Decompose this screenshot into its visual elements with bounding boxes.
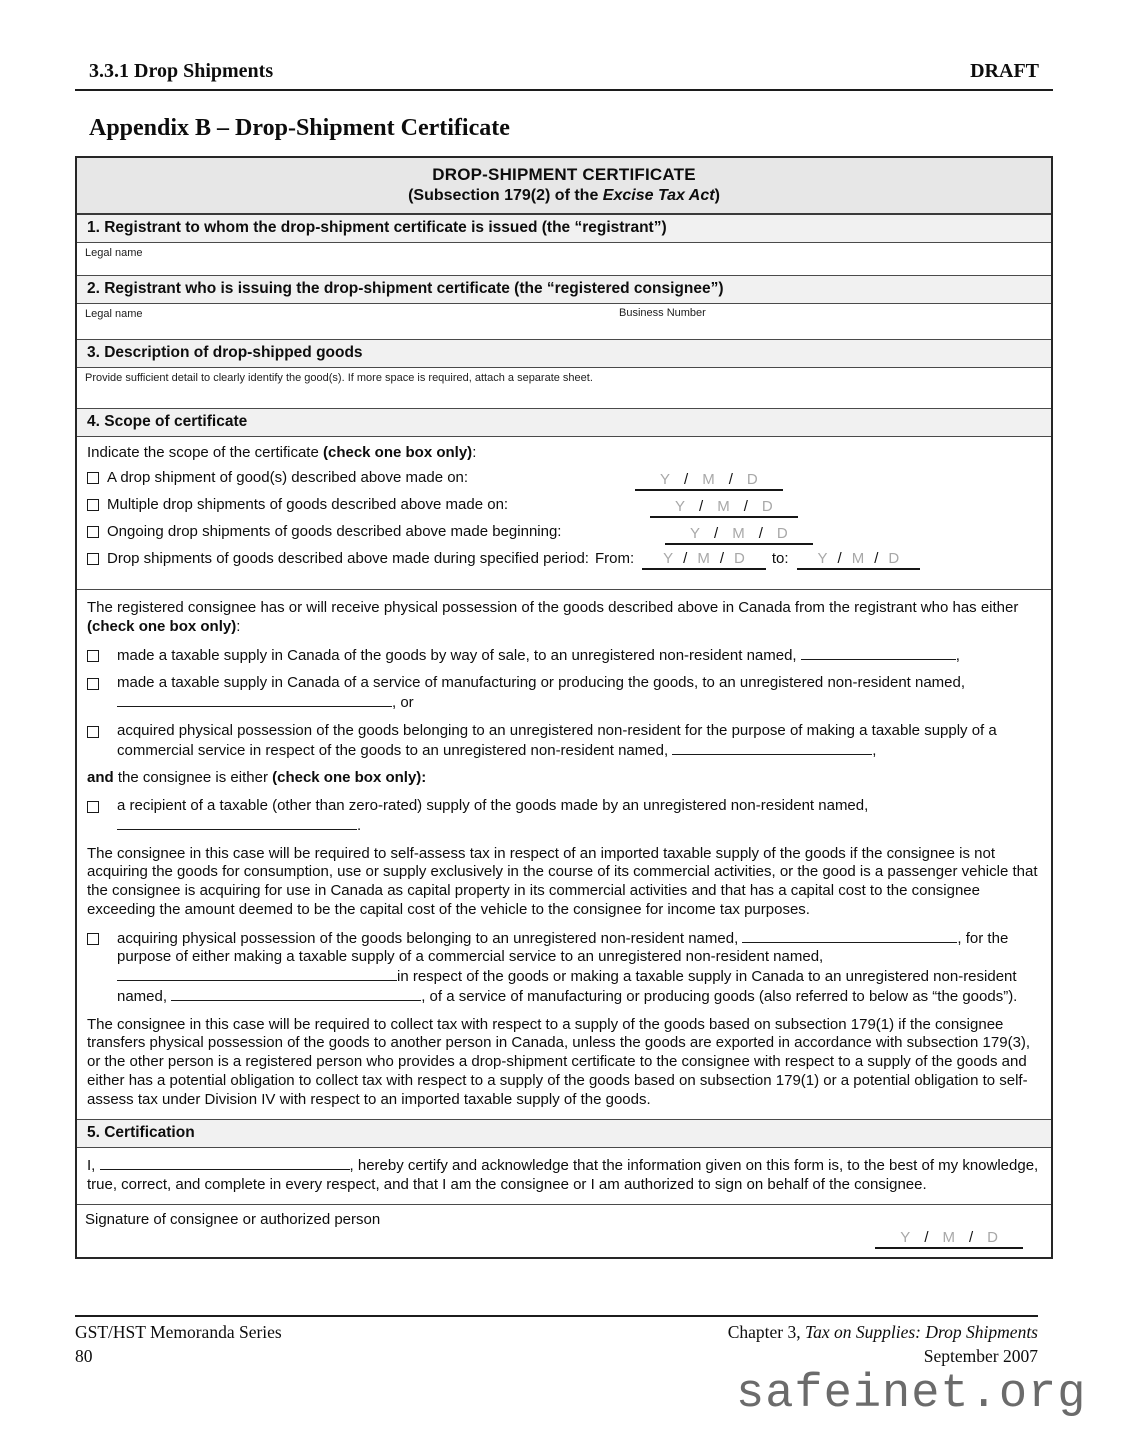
running-header-section: 3.3.1 Drop Shipments xyxy=(89,60,274,82)
running-header xyxy=(75,60,1053,91)
form-title-bar xyxy=(77,158,1051,215)
option-text: a recipient of a taxable (other than zero-rated) supply of the goods made by an unregistered non-resident named, xyxy=(117,797,869,814)
footer-chapter xyxy=(728,1321,1038,1345)
date-letter-y: Y xyxy=(663,550,674,567)
and-consignee-line xyxy=(87,769,1039,788)
to-label: to: xyxy=(771,550,789,567)
date-separator: / xyxy=(924,1229,929,1247)
consignee-option-2-note: The consignee in this case will be required to collect tax with respect to a supply of the goods based on subsection 179(1) if the consignee transfers physical possession of the goods to another person in Canada, unless the goods are exported in accordance with subsection 179(3), or the other person is a registered person who provides a drop-shipment certificate to the consignee with respect to a supply of the goods and either has a potential obligation to collect tax with respect to a supply of the goods based on subsection 179(1) or a potential obligation to self-assess tax under Division IV with respect to an imported taxable supply of the goods. xyxy=(87,1015,1031,1108)
blank-line[interactable] xyxy=(117,967,397,981)
blank-line[interactable] xyxy=(742,929,957,943)
scope-option-row xyxy=(87,550,1041,579)
option-text: made a taxable supply in Canada of a service of manufacturing or producing the goods, to an unregistered non-resident named, xyxy=(117,674,966,692)
from-label: From: xyxy=(594,550,635,567)
footer-right xyxy=(728,1321,1038,1368)
footer-chapter-text: Chapter 3, xyxy=(727,1322,805,1342)
checkbox[interactable] xyxy=(87,553,99,565)
date-letter-d: D xyxy=(734,550,745,567)
consignee-option-1-note: The consignee in this case will be required to self-assess tax in respect of an imported taxable supply of the goods if the consignee is not acquiring the goods for consumption, use or supply exclusively in the course of its commercial activities, or the good is a passenger vehicle that the consignee is acquiring for use in Canada as capital property in its commercial activities and that has a capital cost to the consignee exceeding the amount deemed to be the capital cost of the vehicle to the consignee for income tax purposes. xyxy=(87,844,1038,918)
legal-name-label: Legal name xyxy=(85,247,143,259)
date-letter-d: D xyxy=(776,525,788,542)
form-title: DROP-SHIPMENT CERTIFICATE xyxy=(432,165,696,184)
date-separator: / xyxy=(714,525,719,542)
business-number-label: Business Number xyxy=(619,307,706,319)
document-page xyxy=(75,60,1053,1259)
form-subtitle xyxy=(87,187,1041,205)
section-1-heading: 1. Registrant to whom the drop-shipment certificate is issued (the “registrant”) xyxy=(77,215,1051,243)
checkbox[interactable] xyxy=(87,801,99,813)
certification-text: , hereby certify and acknowledge that the information given on this form is, to the best of my knowledge, true, correct, and complete in every respect, and that I am the consignee or I am authorized to sign on behalf of the consignee. xyxy=(87,1157,1039,1194)
and-text: the consignee is either xyxy=(113,769,273,787)
certification-text: I, xyxy=(87,1157,100,1175)
footer-left xyxy=(75,1321,282,1368)
checkbox[interactable] xyxy=(87,678,99,690)
blank-line[interactable] xyxy=(672,741,872,755)
scope-option-row xyxy=(87,469,1041,496)
date-letter-d: D xyxy=(888,550,900,567)
consignee-paragraph-text: : xyxy=(236,617,241,635)
registrant-option xyxy=(87,674,1039,713)
consignee-option-1 xyxy=(87,797,1039,836)
date-letter-m: M xyxy=(851,550,865,567)
option-text: , xyxy=(872,741,877,759)
option-text: . xyxy=(357,816,362,834)
scope-intro-text: Indicate the scope of the certificate xyxy=(87,444,323,461)
date-field[interactable] xyxy=(650,498,798,518)
option-text: made a taxable supply in Canada of the goods by way of sale, to an unregistered non-resident named, xyxy=(117,646,801,664)
date-letter-m: M xyxy=(702,471,715,488)
scope-option-row xyxy=(87,523,1041,550)
date-field[interactable] xyxy=(635,471,783,491)
option-text: acquiring physical possession of the goods belonging to an unregistered non-resident named, xyxy=(117,929,743,947)
scope-option-row xyxy=(87,496,1041,523)
signature-cell[interactable] xyxy=(77,1205,1051,1257)
date-letter-m: M xyxy=(732,525,745,542)
consignee-declaration-cell xyxy=(77,590,1051,1120)
date-separator: / xyxy=(728,471,733,488)
certification-cell xyxy=(77,1148,1051,1205)
option-text: in respect of the goods or making a taxable supply in Canada to an unregistered non-resident named, xyxy=(117,968,1017,1005)
subtitle-text: (Subsection 179(2) of the xyxy=(408,187,603,204)
section-4-heading: 4. Scope of certificate xyxy=(77,409,1051,437)
section-5-heading: 5. Certification xyxy=(77,1120,1051,1148)
blank-line[interactable] xyxy=(100,1156,350,1170)
consignee-paragraph-text: The registered consignee has or will receive physical possession of the goods described above in Canada from the registrant who has either xyxy=(87,599,1019,616)
date-letter-y: Y xyxy=(675,498,686,515)
footer-date: September 2007 xyxy=(923,1345,1038,1366)
checkbox[interactable] xyxy=(87,526,99,538)
drop-shipment-certificate-form xyxy=(75,156,1053,1259)
blank-line[interactable] xyxy=(801,646,956,660)
date-separator: / xyxy=(743,498,748,515)
scope-option-label: Ongoing drop shipments of goods described above made beginning: xyxy=(107,523,562,540)
option-text: for the purpose of either making a taxable supply of a commercial service to an unregistered non-resident named, xyxy=(117,929,1009,966)
section-2-fields-cell[interactable] xyxy=(77,304,1051,340)
date-separator: / xyxy=(719,550,724,567)
signature-label: Signature of consignee or authorized person xyxy=(85,1211,381,1229)
date-letter-y: Y xyxy=(900,1229,911,1247)
description-instruction: Provide sufficient detail to clearly identify the good(s). If more space is required, attach a separate sheet. xyxy=(85,372,593,384)
option-text: , or xyxy=(392,694,414,711)
checkbox[interactable] xyxy=(87,933,99,945)
page-footer xyxy=(75,1315,1038,1368)
date-letter-m: M xyxy=(717,498,730,515)
option-text: , of a service of manufacturing or producing goods (also referred to below as “the goods”). xyxy=(421,987,1018,1005)
consignee-paragraph-bold: (check one box only) xyxy=(87,617,237,635)
date-field-to[interactable] xyxy=(797,550,921,570)
page-title: Appendix B – Drop-Shipment Certificate xyxy=(89,115,510,141)
subtitle-text: ) xyxy=(714,187,720,204)
option-text: , xyxy=(957,929,962,947)
date-separator: / xyxy=(968,1229,974,1247)
date-separator: / xyxy=(758,525,763,542)
date-letter-m: M xyxy=(697,550,710,567)
checkbox[interactable] xyxy=(87,650,99,662)
draft-label: DRAFT xyxy=(970,60,1039,82)
date-separator: / xyxy=(683,550,688,567)
date-separator: / xyxy=(684,471,689,488)
checkbox[interactable] xyxy=(87,726,99,738)
checkbox[interactable] xyxy=(87,472,99,484)
consignee-paragraph xyxy=(87,599,1039,637)
date-letter-d: D xyxy=(761,498,773,515)
date-separator: / xyxy=(699,498,704,515)
watermark: safeinet.org xyxy=(736,1368,1087,1421)
date-letter-m: M xyxy=(942,1229,955,1247)
blank-line[interactable] xyxy=(117,693,392,707)
footer-chapter-italic: Tax on Supplies: Drop Shipments xyxy=(804,1322,1038,1342)
date-field[interactable] xyxy=(665,525,813,545)
blank-line[interactable] xyxy=(171,987,421,1001)
consignee-option-2 xyxy=(87,929,1039,1007)
option-text: , xyxy=(955,646,960,664)
subtitle-act-name: Excise Tax Act xyxy=(602,187,715,204)
legal-name-label: Legal name xyxy=(85,308,143,320)
section-3-heading: 3. Description of drop-shipped goods xyxy=(77,340,1051,368)
date-letter-d: D xyxy=(746,471,758,488)
section-3-description-cell[interactable] xyxy=(77,368,1051,409)
footer-page-number: 80 xyxy=(75,1345,93,1366)
and-bold: (check one box only): xyxy=(272,769,427,787)
date-letter-y: Y xyxy=(660,471,671,488)
scope-options-cell xyxy=(77,437,1051,590)
and-bold: and xyxy=(87,769,114,787)
scope-option-label: Drop shipments of goods described above made during specified period: xyxy=(107,550,589,567)
registrant-option xyxy=(87,646,1039,666)
date-separator: / xyxy=(874,550,879,567)
scope-intro-text: : xyxy=(472,444,477,461)
section-1-legal-name-cell[interactable] xyxy=(77,243,1051,276)
scope-option-label: A drop shipment of good(s) described above made on: xyxy=(107,469,469,486)
option-text: acquired physical possession of the goods belonging to an unregistered non-resident for the purpose of making a taxable supply of a commercial service in respect of the goods to an unregistered non-resident named, xyxy=(117,721,997,759)
scope-intro-bold: (check one box only) xyxy=(322,444,473,461)
section-2-heading: 2. Registrant who is issuing the drop-shipment certificate (the “registered consignee”) xyxy=(77,276,1051,304)
footer-series: GST/HST Memoranda Series xyxy=(75,1322,282,1342)
blank-line[interactable] xyxy=(117,816,357,830)
registrant-option xyxy=(87,722,1039,761)
signature-date-field[interactable] xyxy=(875,1228,1023,1249)
date-separator: / xyxy=(837,550,842,567)
checkbox[interactable] xyxy=(87,499,99,511)
date-letter-d: D xyxy=(987,1229,998,1247)
date-field-from[interactable] xyxy=(642,550,766,570)
date-letter-y: Y xyxy=(817,550,828,567)
date-letter-y: Y xyxy=(690,525,701,542)
scope-intro xyxy=(87,444,1041,461)
scope-option-label: Multiple drop shipments of goods described above made on: xyxy=(107,496,509,513)
